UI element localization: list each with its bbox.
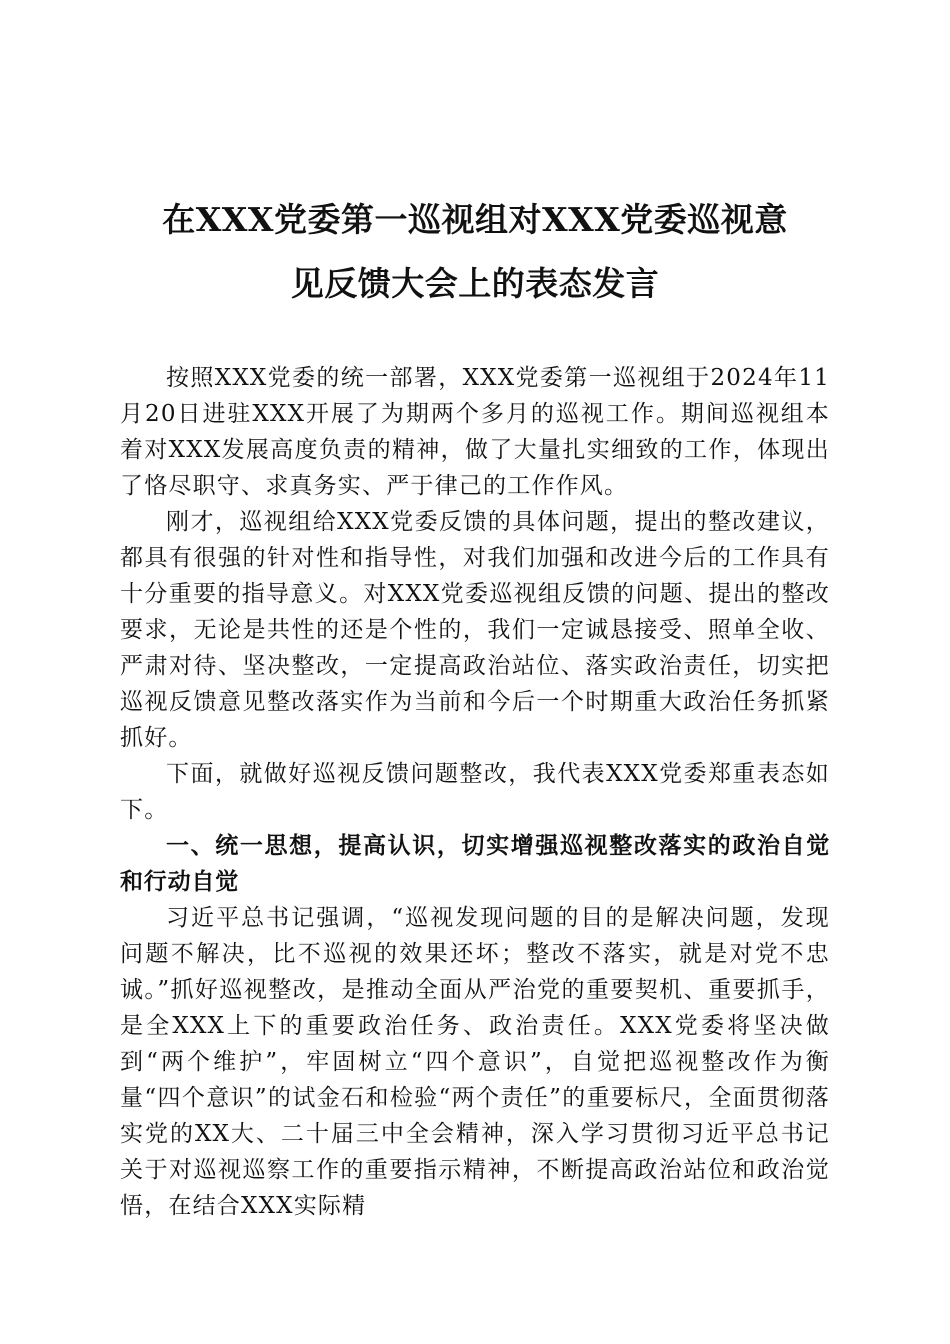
paragraph-2: 刚才，巡视组给XXX党委反馈的具体问题，提出的整改建议，都具有很强的针对性和指导性，对我们加强和改进今后的工作具有十分重要的指导意义。对XXX党委巡视组反馈的问题、提出的整改要求，无论是共性的还是个性的，我们一定诚恳接受、照单全收、严肃对待、坚决整改，一定提高政治站位、落实政治责任，切实把巡视反馈意见整改落实作为当前和今后一个时期重大政治任务抓紧抓好。: [120, 509, 830, 751]
section-paragraph-1: 习近平总书记强调，“巡视发现问题的目的是解决问题，发现问题不解决，比不巡视的效果还坏；整改不落实，就是对党不忠诚。”抓好巡视整改，是推动全面从严治党的重要契机、重要抓手，是全XXX上下的重要政治任务、政治责任。XXX党委将坚决做到“两个维护”，牢固树立“四个意识”，自觉把巡视整改作为衡量“四个意识”的试金石和检验“两个责任”的重要标尺，全面贯彻落实党的XX大、二十届三中全会精神，深入学习贯彻习近平总书记关于对巡视巡察工作的重要指示精神，不断提高政治站位和政治觉悟，在结合XXX实际精: [120, 905, 830, 1219]
paragraph-3: 下面，就做好巡视反馈问题整改，我代表XXX党委郑重表态如下。: [120, 761, 830, 823]
section-heading-1: 一、统一思想，提高认识，切实增强巡视整改落实的政治自觉和行动自觉: [120, 833, 830, 895]
document-title: [120, 188, 830, 316]
title-line-2: 见反馈大会上的表态发言: [290, 264, 660, 303]
document-body: [120, 360, 830, 1224]
title-line-1: 在XXX党委第一巡视组对XXX党委巡视意: [162, 200, 788, 239]
paragraph-1: 按照XXX党委的统一部署，XXX党委第一巡视组于2024年11月20日进驻XXX开展了为期两个多月的巡视工作。期间巡视组本着对XXX发展高度负责的精神，做了大量扎实细致的工作，体现出了恪尽职守、求真务实、严于律己的工作作风。: [120, 365, 830, 499]
